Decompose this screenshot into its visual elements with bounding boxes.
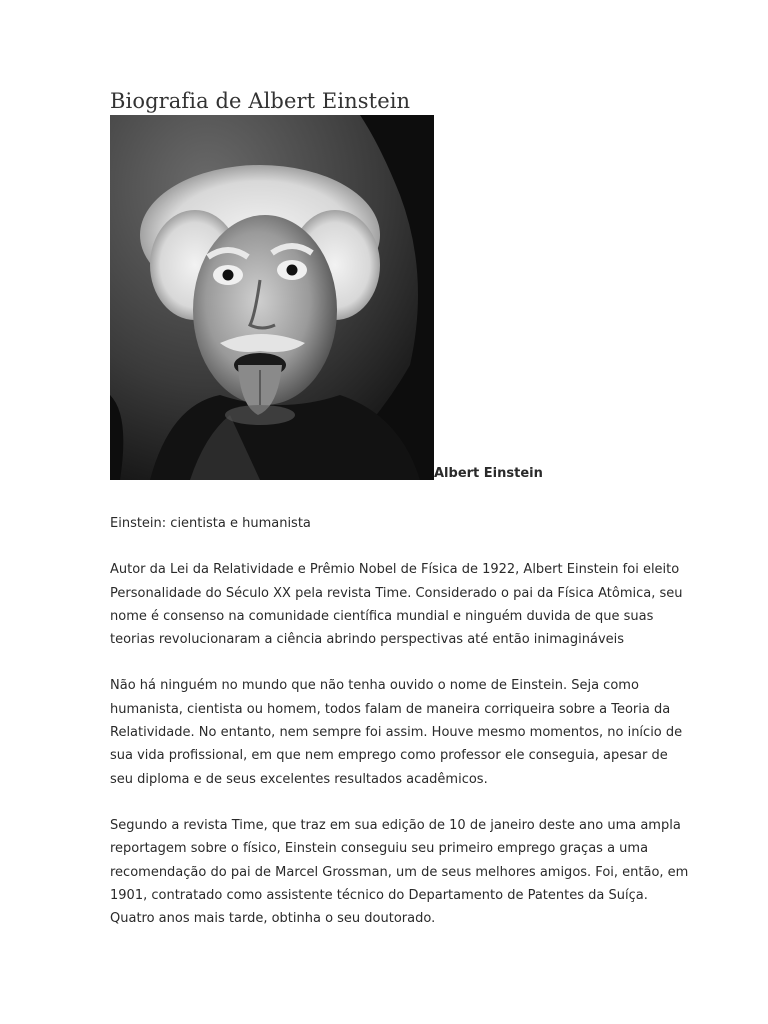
paragraph-line: Segundo a revista Time, que traz em sua edição de 10 de janeiro deste ano uma ampla xyxy=(110,817,681,833)
paragraph-line: humanista, cientista ou homem, todos falam de maneira corriqueira sobre a Teoria da xyxy=(110,701,671,717)
paragraph-line: Relatividade. No entanto, nem sempre foi assim. Houve mesmo momentos, no início de xyxy=(110,725,683,741)
paragraph-line: teorias revolucionaram a ciência abrindo perspectivas até então inimagináveis xyxy=(110,632,625,648)
subtitle: Einstein: cientista e humanista xyxy=(110,516,311,531)
paragraph-2 xyxy=(110,674,683,790)
einstein-photo xyxy=(110,115,434,480)
paragraph-line: recomendação do pai de Marcel Grossman, um de seus melhores amigos. Foi, então, em xyxy=(110,864,689,880)
paragraph-line: Quatro anos mais tarde, obtinha o seu doutorado. xyxy=(110,911,436,927)
paragraph-line: nome é consenso na comunidade científica mundial e ninguém duvida de que suas xyxy=(110,608,654,624)
paragraph-line: seu diploma e de seus excelentes resultados acadêmicos. xyxy=(110,771,488,787)
paragraph-line: reportagem sobre o físico, Einstein conseguiu seu primeiro emprego graças a uma xyxy=(110,841,649,857)
paragraph-line: sua vida profissional, em que nem emprego como professor ele conseguia, apesar de xyxy=(110,748,668,764)
einstein-portrait-image xyxy=(110,115,434,480)
paragraph-line: Não há ninguém no mundo que não tenha ouvido o nome de Einstein. Seja como xyxy=(110,678,639,694)
page-title: Biografia de Albert Einstein xyxy=(110,89,411,113)
paragraph-line: Autor da Lei da Relatividade e Prêmio Nobel de Física de 1922, Albert Einstein foi eleito xyxy=(110,562,680,578)
paragraph-3 xyxy=(110,814,689,930)
paragraph-line: Personalidade do Século XX pela revista Time. Considerado o pai da Física Atômica, seu xyxy=(110,585,683,601)
image-caption: Albert Einstein xyxy=(434,466,543,481)
document-page xyxy=(110,88,689,930)
paragraph-line: 1901, contratado como assistente técnico do Departamento de Patentes da Suíça. xyxy=(110,887,648,903)
paragraph-1 xyxy=(110,558,683,651)
figure xyxy=(110,115,670,481)
